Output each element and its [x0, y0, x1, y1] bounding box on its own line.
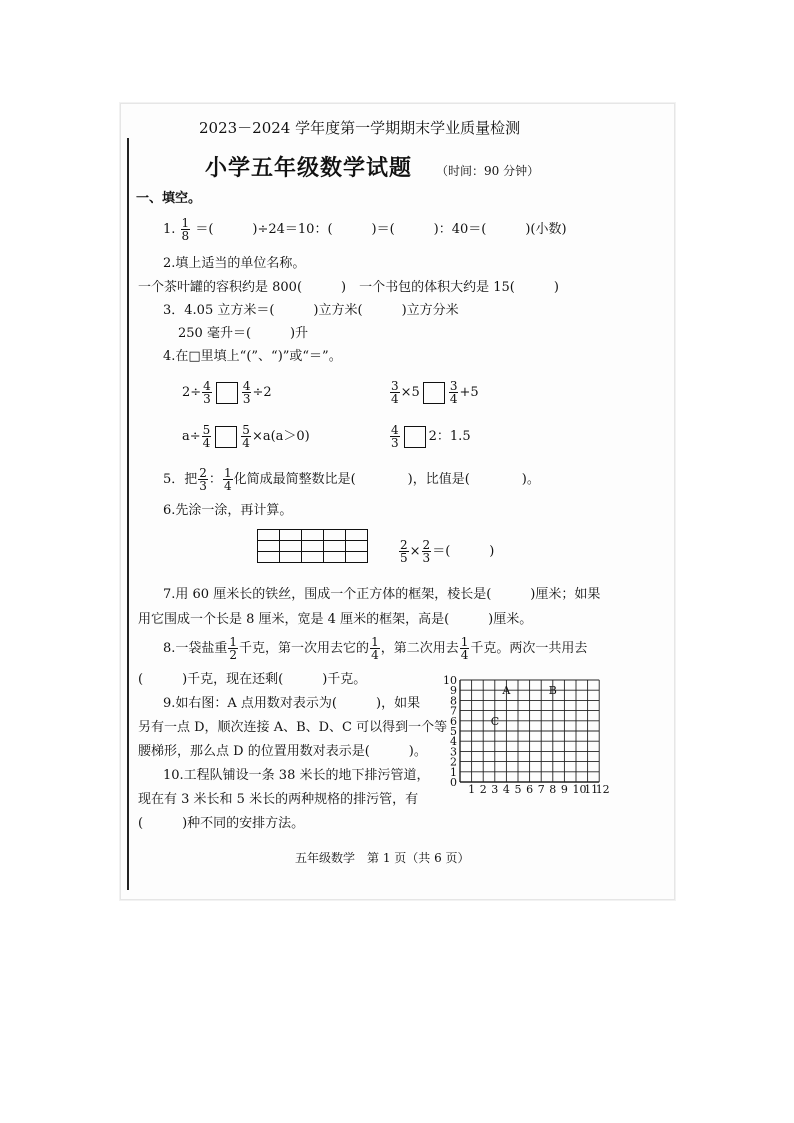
y-tick-label: 7 [450, 704, 457, 718]
page-footer: 五年级数学 第 1 页（共 6 页） [295, 851, 470, 865]
y-tick-label: 4 [450, 735, 457, 749]
point-label-a: A [502, 684, 511, 698]
q6-grid-cell[interactable] [302, 552, 324, 563]
point-label-c: C [490, 714, 500, 728]
question-10-line2: 现在有 3 米长和 5 米长的两种规格的排污管，有 [138, 792, 419, 807]
q6-grid-cell[interactable] [258, 552, 280, 563]
question-1 [163, 216, 567, 244]
y-tick-label: 0 [450, 776, 457, 789]
q6-grid-cell[interactable] [258, 541, 280, 552]
x-tick-label: 5 [514, 783, 522, 796]
question-9-line1: 9.如右图：A 点用数对表示为( )，如果 [163, 696, 421, 711]
q6-grid-cell[interactable] [302, 541, 324, 552]
x-tick-label: 7 [537, 783, 545, 796]
y-tick-label: 10 [443, 674, 457, 687]
y-tick-label: 5 [450, 725, 457, 738]
q6-grid-cell[interactable] [324, 541, 346, 552]
q4-item-d: $\frac{4}{3}$ 2：1.5 [391, 423, 471, 450]
q6-shading-grid[interactable] [257, 529, 368, 563]
x-tick-label: 11 [584, 783, 599, 796]
question-7-line1: 7.用 60 厘米长的铁丝，围成一个正方体的框架，棱长是( )厘米；如果 [163, 587, 601, 602]
q4-item-a: 2÷ $\frac{4}{3}$ $\frac{4}{3}$ ÷2 [182, 379, 272, 406]
x-tick-label: 9 [560, 783, 568, 796]
point-label-b: B [548, 684, 557, 698]
q6-grid-cell[interactable] [280, 552, 302, 563]
question-2-line: 一个茶叶罐的容积约是 800( ) 一个书包的体积大约是 15( ) [138, 280, 559, 295]
y-tick-label: 1 [450, 765, 457, 779]
exam-time-note: （时间：90 分钟） [436, 164, 540, 178]
q6-grid-cell[interactable] [258, 530, 280, 541]
q6-grid-cell[interactable] [280, 530, 302, 541]
y-tick-label: 9 [450, 684, 457, 698]
question-9-line3: 腰梯形，那么点 D 的位置用数对表示是( )。 [138, 744, 427, 759]
question-6-title: 6.先涂一涂，再计算。 [163, 503, 293, 518]
x-tick-label: 3 [491, 783, 499, 796]
exam-year-title: 2023－2024 学年度第一学期期末学业质量检测 [199, 119, 521, 137]
x-tick-label: 4 [502, 783, 510, 796]
question-3-line2: 250 毫升＝( )升 [178, 326, 309, 341]
section-title-fill-blank: 一、填空。 [136, 191, 202, 206]
q4-a-answer-box[interactable] [216, 382, 238, 404]
question-3-line1: 3．4.05 立方米＝( )立方米( )立方分米 [163, 303, 459, 318]
x-tick-label: 2 [479, 783, 487, 796]
x-tick-label: 1 [468, 783, 476, 796]
q6-grid-cell[interactable] [324, 530, 346, 541]
coordinate-grid [440, 670, 620, 800]
q6-grid-cell[interactable] [280, 541, 302, 552]
q4-d-answer-box[interactable] [404, 426, 426, 448]
q1-fraction: $\frac{1}{8}$ [181, 216, 190, 243]
q6-grid-row [258, 552, 368, 563]
q6-grid-cell[interactable] [346, 552, 368, 563]
q6-grid-row [258, 530, 368, 541]
exam-main-title: 小学五年级数学试题 [205, 155, 413, 181]
x-tick-label: 10 [572, 783, 587, 796]
question-4-title: 4.在□里填上“(”、“)”或“＝”。 [163, 349, 342, 364]
q4-item-c: a÷ $\frac{5}{4}$ $\frac{5}{4}$ ×a(a＞0) [182, 423, 310, 450]
q6-grid-cell[interactable] [346, 541, 368, 552]
x-tick-label: 12 [595, 783, 610, 796]
x-tick-label: 8 [549, 783, 557, 796]
q6-grid-cell[interactable] [302, 530, 324, 541]
question-9-line2: 另有一点 D，顺次连接 A、B、D、C 可以得到一个等 [138, 720, 448, 735]
question-8-line2: ( )千克，现在还剩( )千克。 [138, 672, 367, 687]
q4-b-answer-box[interactable] [423, 382, 445, 404]
q6-grid-cell[interactable] [346, 530, 368, 541]
question-8-line1: 8.一袋盐重 $\frac{1}{2}$ 千克，第一次用去它的 $\frac{1}{4}$ ，第二次用去 $\frac{1}{4}$ 千克。两次一共用去 [163, 635, 588, 662]
left-margin-line [127, 138, 129, 890]
question-2-title: 2.填上适当的单位名称。 [163, 256, 306, 271]
question-10-line1: 10.工程队铺设一条 38 米长的地下排污管道， [163, 768, 430, 783]
y-tick-label: 2 [450, 755, 457, 769]
q1-number: 1. [163, 222, 176, 237]
q1-text: ＝( )÷24＝10：( )＝( )：40＝( )(小数) [195, 222, 567, 237]
q6-grid-cell[interactable] [324, 552, 346, 563]
q4-c-answer-box[interactable] [215, 426, 237, 448]
question-7-line2: 用它围成一个长是 8 厘米，宽是 4 厘米的框架，高是( )厘米。 [138, 612, 533, 627]
x-tick-label: 6 [526, 783, 534, 796]
q6-grid-row [258, 541, 368, 552]
q4-item-b: $\frac{3}{4}$ ×5 $\frac{3}{4}$ +5 [391, 379, 479, 406]
q6-expression: $\frac{2}{5}$ × $\frac{2}{3}$ ＝( ) [400, 538, 495, 565]
y-tick-label: 3 [450, 745, 457, 759]
y-tick-label: 6 [450, 714, 457, 728]
y-tick-label: 8 [450, 694, 457, 708]
question-10-line3: ( )种不同的安排方法。 [138, 816, 305, 831]
question-5: 5．把 $\frac{2}{3}$ ： $\frac{1}{4}$ 化简成最简整数比是( )，比值是( )。 [163, 466, 540, 493]
